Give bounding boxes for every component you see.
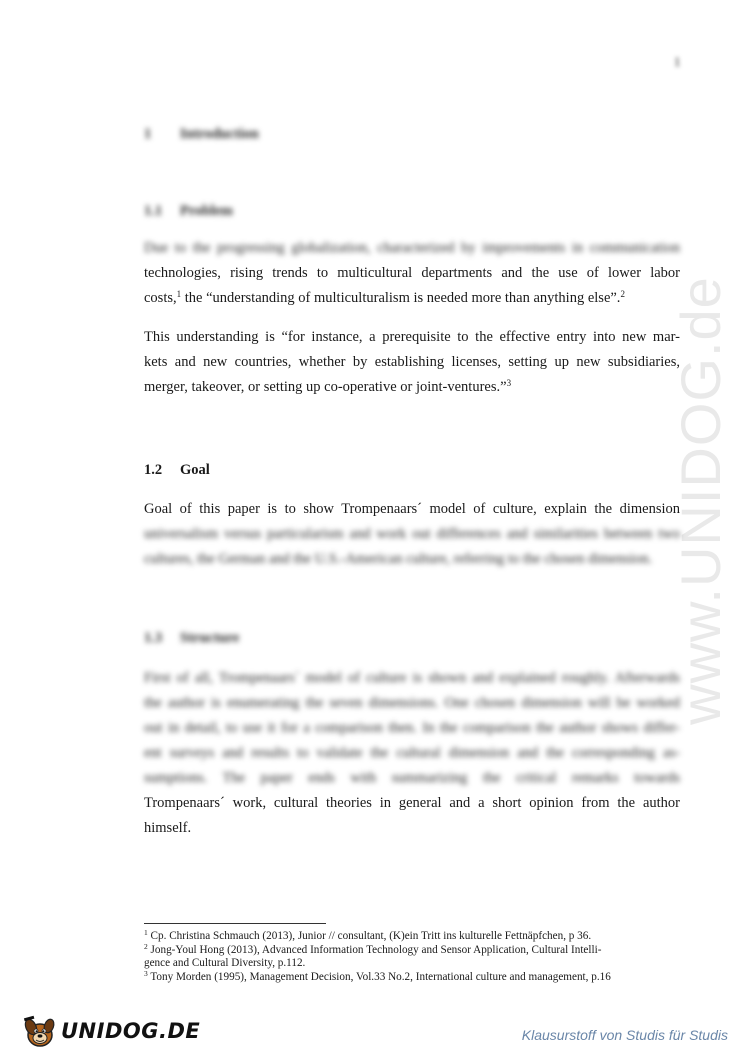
- dog-mascot-icon: [20, 1013, 58, 1049]
- text-line: out in detail, to use it for a comparison then. In the comparison the author shows differ-: [144, 720, 680, 736]
- heading-goal: [144, 462, 210, 479]
- text-line: cultures, the German and the U.S.-American culture, referring to the chosen dimension.: [144, 551, 653, 567]
- text-line: himself.: [144, 820, 192, 836]
- footer-tagline: Klausurstoff von Studis für Studis: [521, 1027, 728, 1043]
- footnote-mark: 3: [144, 968, 148, 978]
- footnote-2: [144, 941, 680, 958]
- page-number: 1: [674, 54, 681, 69]
- watermark-text: www.UNIDOG.de: [668, 275, 732, 725]
- paragraph-structure: [144, 666, 680, 841]
- footnote-3: [144, 968, 680, 985]
- heading-problem: [144, 203, 233, 220]
- footnote-mark: 2: [144, 941, 148, 951]
- text-fragment: merger, takeover, or setting up co-operative or joint-ventures.”: [144, 379, 507, 395]
- footnote-text: gence and Cultural Diversity, p.112.: [144, 957, 306, 969]
- text-line: the author is enumerating the seven dimensions. One chosen dimension will be worked: [144, 695, 680, 711]
- footnote-1: [144, 930, 680, 944]
- heading-number: 1.3: [144, 630, 163, 646]
- text-line: Goal of this paper is to show Trompenaars´ model of culture, explain the dimension: [144, 501, 680, 517]
- text-line: universalism versus particularism and work out differences and similarities between two: [144, 526, 680, 542]
- footnote-ref: 1: [176, 289, 182, 299]
- text-line: sumptions. The paper ends with summarizing the critical remarks towards: [144, 770, 680, 786]
- unidog-logo[interactable]: [20, 1013, 200, 1049]
- text-line: kets and new countries, whether by establishing licenses, setting up new subsidiaries,: [144, 354, 680, 370]
- footnote-divider: [144, 923, 326, 924]
- text-line: First of all, Trompenaars´ model of culture is shown and explained roughly. Afterwards: [144, 670, 680, 686]
- footnote-mark: 1: [144, 928, 148, 937]
- heading-number: 1.1: [144, 203, 163, 219]
- heading-title: Introduction: [180, 126, 259, 142]
- heading-title: Structure: [180, 630, 240, 646]
- heading-number: 1: [144, 126, 152, 142]
- text-fragment: the “understanding of multiculturalism is needed more than anything else”.: [181, 290, 621, 306]
- footnote-text: Jong-Youl Hong (2013), Advanced Information Technology and Sensor Application, Cultural Intelli-: [147, 943, 602, 956]
- footnote-text: Tony Morden (1995), Management Decision, Vol.33 No.2, International culture and management, p.16: [147, 970, 611, 983]
- text-line: ent surveys and results to validate the cultural dimension and the corresponding as-: [144, 745, 680, 761]
- heading-number: 1.2: [144, 462, 163, 478]
- text-line: [144, 375, 680, 400]
- footnote-ref: 3: [506, 378, 512, 388]
- footnote-2-cont: [144, 957, 680, 971]
- heading-title: Goal: [180, 462, 210, 478]
- text-fragment: costs,: [144, 290, 177, 306]
- text-line: [144, 286, 680, 311]
- footnote-ref: 2: [620, 289, 625, 299]
- text-line: technologies, rising trends to multicultural departments and the use of lower labor: [144, 265, 680, 281]
- heading-title: Problem: [180, 203, 233, 219]
- footnote-text: Cp. Christina Schmauch (2013), Junior // consultant, (K)ein Tritt ins kulturelle Fettnäpfchen, p 36.: [147, 930, 592, 942]
- heading-introduction: [144, 126, 259, 143]
- text-line: Trompenaars´ work, cultural theories in general and a short opinion from the author: [144, 795, 680, 811]
- paragraph-goal: [144, 497, 680, 572]
- paragraph-problem-2: [144, 325, 680, 400]
- text-line: Due to the progressing globalization, characterized by improvements in communication: [144, 240, 680, 256]
- footnotes: [144, 930, 680, 984]
- heading-structure: [144, 630, 239, 647]
- paragraph-problem-1: [144, 236, 680, 311]
- text-line: This understanding is “for instance, a prerequisite to the effective entry into new mar-: [144, 329, 680, 345]
- logo-text: UNIDOG.DE: [61, 1019, 201, 1043]
